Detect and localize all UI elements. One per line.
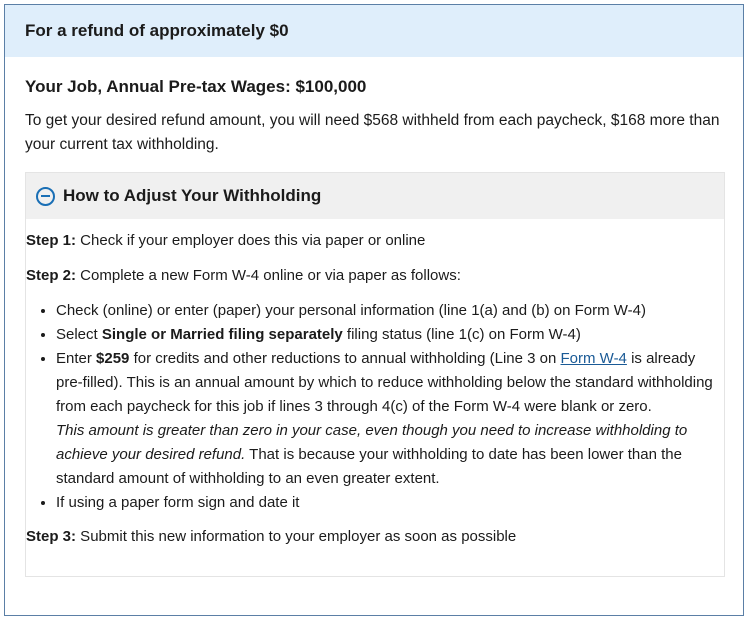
list-item [56,299,724,323]
refund-header [5,5,743,57]
step-1 [26,229,724,253]
refund-title: For a refund of approximately $0 [25,21,289,40]
step-2 [26,264,724,288]
list-item [56,347,724,491]
accordion-toggle[interactable] [26,173,724,219]
step-2-list [26,299,724,515]
step-3 [26,525,724,549]
bullet-text: filing status (line 1(c) on Form W-4) [342,326,581,343]
bullet-text: Select [56,326,102,343]
form-w4-link[interactable]: Form W-4 [560,350,627,367]
adjust-withholding-accordion [25,172,725,577]
bullet-text: If using a paper form sign and date it [56,494,300,511]
step-2-label: Step 2: [26,267,77,284]
refund-result-card [4,4,744,616]
list-item [56,491,724,515]
withholding-summary: To get your desired refund amount, you will need $568 withheld from each paycheck, $168 more than your current tax withholding. [25,112,720,153]
accordion-title: How to Adjust Your Withholding [63,186,322,205]
filing-status-value: Single or Married filing separately [101,326,343,343]
step-3-text: Submit this new information to your employer as soon as possible [76,528,517,545]
bullet-text: Enter [56,350,97,367]
step-2-text: Complete a new Form W-4 online or via paper as follows: [76,267,461,284]
bullet-text: is already pre-filled). This is an annual amount by which to reduce withholding below the standard withholding from each paycheck for this job if lines 3 through 4(c) of the Form W-4 were blank or zero. [56,350,713,415]
step-3-label: Step 3: [26,528,77,545]
step-1-text: Check if your employer does this via paper or online [76,232,426,249]
credit-amount: $259 [96,350,130,367]
minus-circle-icon[interactable] [36,187,55,206]
bullet-text: That is because your withholding to date has been lower than the standard amount of withholding to an even greater extent. [56,446,682,487]
list-item [56,323,724,347]
italic-note: This amount is greater than zero in your case, even though you need to increase withholding to achieve your desired refund. [56,422,688,463]
accordion-content [26,219,724,576]
bullet-text: Check (online) or enter (paper) your personal information (line 1(a) and (b) on Form W-4) [56,302,646,319]
card-body [5,77,743,577]
step-1-label: Step 1: [26,232,77,249]
job-wages-title: Your Job, Annual Pre-tax Wages: $100,000 [25,77,367,96]
bullet-text: for credits and other reductions to annual withholding (Line 3 on [129,350,561,367]
